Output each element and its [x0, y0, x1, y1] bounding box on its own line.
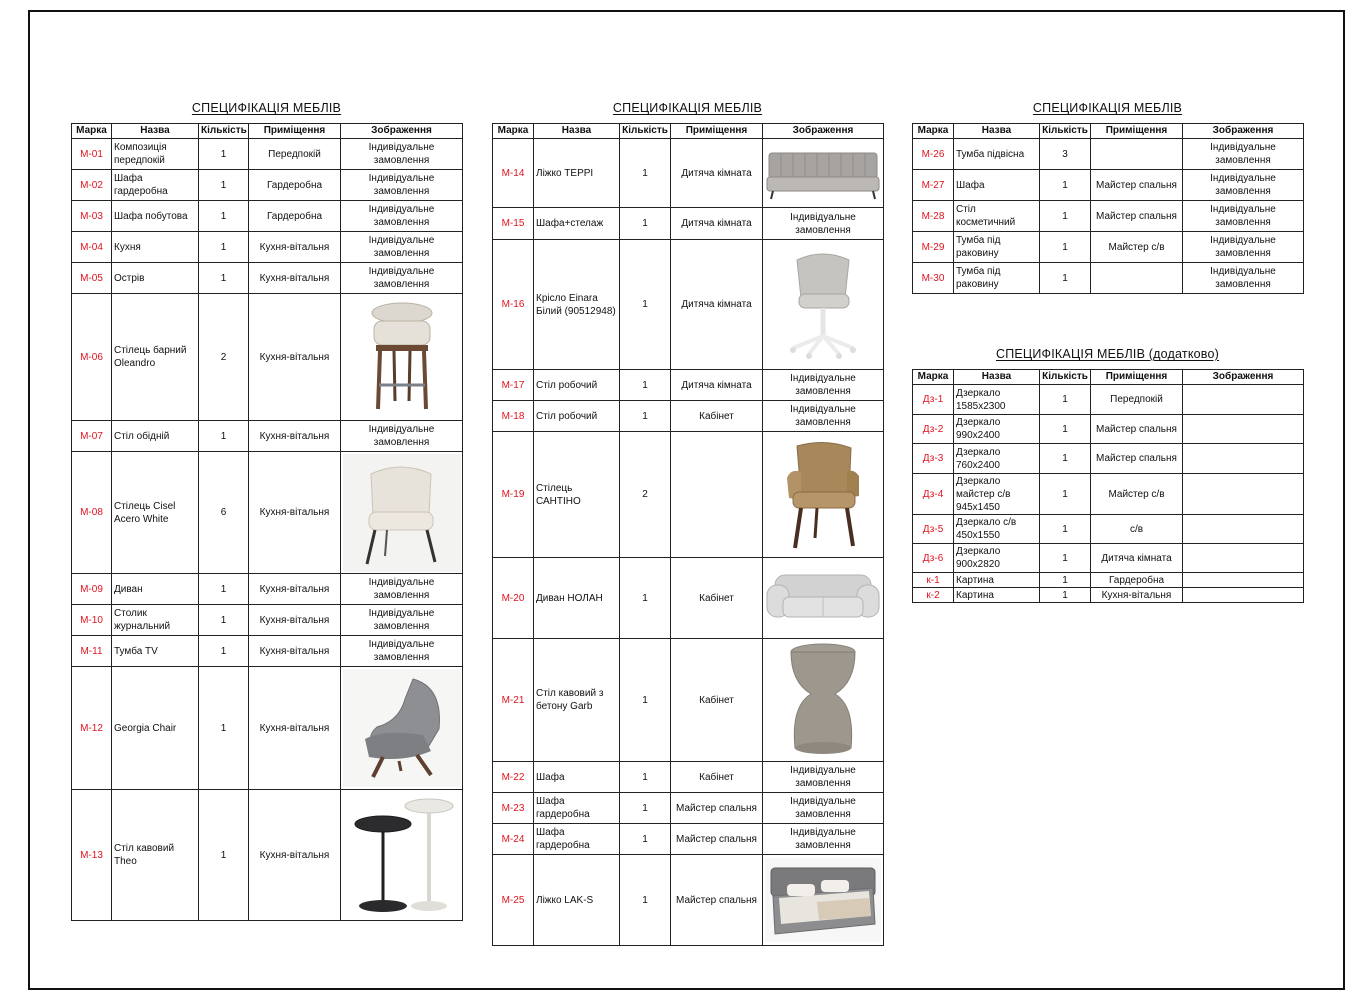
row-name: Шафа — [534, 762, 620, 793]
row-quantity: 1 — [199, 636, 249, 667]
row-name: Дзеркало с/в 450х1550 — [954, 515, 1040, 544]
header-quantity: Кількість — [199, 124, 249, 139]
row-mark: М-13 — [72, 790, 112, 921]
row-quantity: 1 — [199, 232, 249, 263]
row-quantity: 1 — [199, 170, 249, 201]
row-mark: Дз-3 — [913, 444, 954, 474]
table-row — [72, 139, 463, 170]
table-row — [493, 762, 884, 793]
table-row — [913, 385, 1304, 415]
row-quantity: 1 — [620, 139, 671, 208]
row-mark: М-07 — [72, 421, 112, 452]
row-mark: М-11 — [72, 636, 112, 667]
table-row — [493, 558, 884, 639]
row-quantity: 1 — [199, 667, 249, 790]
table-row — [913, 444, 1304, 474]
row-room: Дитяча кімната — [671, 370, 763, 401]
row-mark: Дз-5 — [913, 515, 954, 544]
row-room: Кухня-вітальня — [249, 294, 341, 421]
row-room: Майстер с/в — [1091, 474, 1183, 515]
table-row — [72, 605, 463, 636]
row-name: Шафа побутова — [112, 201, 199, 232]
concrete-table-icon — [763, 639, 884, 762]
table-row — [493, 240, 884, 370]
row-mark: М-17 — [493, 370, 534, 401]
armchair-icon — [763, 432, 884, 558]
row-name: Тумба TV — [112, 636, 199, 667]
row-mark: М-10 — [72, 605, 112, 636]
row-image-note: Індивідуальне замовлення — [341, 170, 463, 201]
row-mark: М-14 — [493, 139, 534, 208]
row-image-note: Індивідуальне замовлення — [763, 793, 884, 824]
row-room: Кухня-вітальня — [249, 574, 341, 605]
header-quantity: Кількість — [620, 124, 671, 139]
table-row — [493, 855, 884, 946]
row-mark: М-15 — [493, 208, 534, 240]
row-quantity: 2 — [199, 294, 249, 421]
row-room: Дитяча кімната — [671, 240, 763, 370]
row-image-note: Індивідуальне замовлення — [341, 421, 463, 452]
spec-title: СПЕЦИФІКАЦІЯ МЕБЛІВ — [1032, 101, 1183, 115]
row-mark: М-21 — [493, 639, 534, 762]
row-quantity: 1 — [620, 855, 671, 946]
spec-block-additional — [912, 347, 1303, 603]
row-name: Стілець САНТІНО — [534, 432, 620, 558]
row-name: Georgia Chair — [112, 667, 199, 790]
row-name: Стілець Cisel Acero White — [112, 452, 199, 574]
header-quantity: Кількість — [1040, 124, 1091, 139]
row-mark: М-22 — [493, 762, 534, 793]
row-room: Кухня-вітальня — [249, 636, 341, 667]
row-image-note: Індивідуальне замовлення — [341, 636, 463, 667]
row-quantity: 1 — [199, 605, 249, 636]
row-room: Майстер спальня — [671, 824, 763, 855]
row-name: Крісло Einara Білий (90512948) — [534, 240, 620, 370]
row-quantity: 1 — [620, 762, 671, 793]
row-name: Острів — [112, 263, 199, 294]
row-quantity: 1 — [1040, 515, 1091, 544]
row-room: Майстер спальня — [1091, 170, 1183, 201]
row-name: Шафа+стелаж — [534, 208, 620, 240]
row-image-note: Індивідуальне замовлення — [763, 208, 884, 240]
row-image-note — [1183, 544, 1304, 573]
table-row — [72, 201, 463, 232]
table-row — [72, 232, 463, 263]
table-row — [913, 544, 1304, 573]
row-name: Ліжко LAK-S — [534, 855, 620, 946]
table-row — [72, 574, 463, 605]
table-row — [493, 432, 884, 558]
table-row — [913, 263, 1304, 294]
row-image-note — [1183, 415, 1304, 444]
row-image-note: Індивідуальне замовлення — [341, 263, 463, 294]
row-room: Кухня-вітальня — [249, 605, 341, 636]
row-quantity: 1 — [1040, 444, 1091, 474]
lounge-chair-icon — [341, 667, 463, 790]
row-quantity: 6 — [199, 452, 249, 574]
row-image-note: Індивідуальне замовлення — [1183, 201, 1304, 232]
row-name: Картина — [954, 573, 1040, 588]
table-row — [913, 515, 1304, 544]
row-name: Ліжко ТЕРРІ — [534, 139, 620, 208]
row-room: с/в — [1091, 515, 1183, 544]
row-quantity: 3 — [1040, 139, 1091, 170]
row-name: Стіл косметичний — [954, 201, 1040, 232]
row-mark: М-25 — [493, 855, 534, 946]
row-image-note — [1183, 573, 1304, 588]
row-quantity: 1 — [199, 421, 249, 452]
table-row — [493, 208, 884, 240]
row-image-note — [1183, 588, 1304, 603]
row-room: Кухня-вітальня — [249, 421, 341, 452]
spec-block-3 — [912, 101, 1303, 294]
bed-icon — [763, 855, 884, 946]
row-name: Стіл кавовий з бетону Garb — [534, 639, 620, 762]
row-image-note: Індивідуальне замовлення — [341, 232, 463, 263]
row-mark: к-1 — [913, 573, 954, 588]
spec-table — [71, 123, 463, 921]
spec-table — [912, 369, 1304, 603]
row-mark: М-27 — [913, 170, 954, 201]
header-quantity: Кількість — [1040, 370, 1091, 385]
row-name: Композиція передпокій — [112, 139, 199, 170]
row-name: Тумба під раковину — [954, 263, 1040, 294]
table-row — [72, 636, 463, 667]
table-row — [913, 232, 1304, 263]
row-name: Стіл робочий — [534, 370, 620, 401]
row-name: Шафа гардеробна — [534, 793, 620, 824]
row-name: Шафа гардеробна — [534, 824, 620, 855]
row-room: Дитяча кімната — [1091, 544, 1183, 573]
row-mark: М-02 — [72, 170, 112, 201]
header-image: Зображення — [1183, 124, 1304, 139]
table-row — [72, 790, 463, 921]
row-name: Диван НОЛАН — [534, 558, 620, 639]
row-mark: М-05 — [72, 263, 112, 294]
row-name: Стіл обідній — [112, 421, 199, 452]
row-mark: М-30 — [913, 263, 954, 294]
sofa-icon — [763, 558, 884, 639]
table-row — [72, 667, 463, 790]
row-name: Стіл кавовий Theo — [112, 790, 199, 921]
table-row — [493, 401, 884, 432]
row-image-note — [1183, 515, 1304, 544]
header-room: Приміщення — [1091, 124, 1183, 139]
row-quantity: 1 — [1040, 474, 1091, 515]
row-room: Майстер спальня — [1091, 201, 1183, 232]
spec-table — [492, 123, 884, 946]
row-mark: М-09 — [72, 574, 112, 605]
row-mark: М-29 — [913, 232, 954, 263]
row-room: Дитяча кімната — [671, 208, 763, 240]
row-quantity: 1 — [620, 558, 671, 639]
row-image-note: Індивідуальне замовлення — [763, 370, 884, 401]
header-name: Назва — [112, 124, 199, 139]
row-mark: М-23 — [493, 793, 534, 824]
table-row — [913, 139, 1304, 170]
row-quantity: 1 — [199, 790, 249, 921]
row-room: Майстер с/в — [1091, 232, 1183, 263]
office-chair-icon — [763, 240, 884, 370]
row-name: Дзеркало майстер с/в 945х1450 — [954, 474, 1040, 515]
row-quantity: 1 — [199, 263, 249, 294]
row-room: Гардеробна — [1091, 573, 1183, 588]
row-room: Гардеробна — [249, 201, 341, 232]
row-room: Кухня-вітальня — [249, 452, 341, 574]
row-mark: Дз-6 — [913, 544, 954, 573]
row-name: Столик журнальний — [112, 605, 199, 636]
row-name: Шафа гардеробна — [112, 170, 199, 201]
row-mark: М-26 — [913, 139, 954, 170]
spec-table — [912, 123, 1304, 294]
row-quantity: 1 — [199, 574, 249, 605]
row-room: Майстер спальня — [671, 793, 763, 824]
header-mark: Марка — [913, 124, 954, 139]
row-room: Кухня-вітальня — [249, 263, 341, 294]
row-quantity: 1 — [620, 401, 671, 432]
table-row — [493, 824, 884, 855]
row-room: Передпокій — [249, 139, 341, 170]
row-quantity: 1 — [620, 824, 671, 855]
row-room: Кухня-вітальня — [249, 790, 341, 921]
row-quantity: 1 — [1040, 588, 1091, 603]
row-mark: М-01 — [72, 139, 112, 170]
table-row — [913, 201, 1304, 232]
row-mark: М-28 — [913, 201, 954, 232]
spec-block-1 — [71, 101, 462, 921]
row-image-note: Індивідуальне замовлення — [1183, 170, 1304, 201]
table-row — [493, 793, 884, 824]
row-mark: М-20 — [493, 558, 534, 639]
row-name: Дзеркало 990х2400 — [954, 415, 1040, 444]
header-name: Назва — [534, 124, 620, 139]
row-mark: М-19 — [493, 432, 534, 558]
table-row — [913, 474, 1304, 515]
row-name: Стілець барний Oleandro — [112, 294, 199, 421]
bar-stool-icon — [341, 294, 463, 421]
row-name: Картина — [954, 588, 1040, 603]
table-row — [72, 452, 463, 574]
table-row — [72, 263, 463, 294]
row-quantity: 2 — [620, 432, 671, 558]
row-mark: М-24 — [493, 824, 534, 855]
row-room: Дитяча кімната — [671, 139, 763, 208]
table-row — [72, 421, 463, 452]
row-room: Кабінет — [671, 639, 763, 762]
row-room: Майстер спальня — [1091, 415, 1183, 444]
header-name: Назва — [954, 124, 1040, 139]
spec-block-2 — [492, 101, 883, 946]
row-name: Дзеркало 900х2820 — [954, 544, 1040, 573]
row-room — [1091, 139, 1183, 170]
row-image-note: Індивідуальне замовлення — [763, 824, 884, 855]
row-room: Передпокій — [1091, 385, 1183, 415]
row-image-note: Індивідуальне замовлення — [1183, 139, 1304, 170]
row-room: Кабінет — [671, 401, 763, 432]
row-room — [1091, 263, 1183, 294]
row-name: Диван — [112, 574, 199, 605]
row-image-note: Індивідуальне замовлення — [1183, 232, 1304, 263]
row-image-note: Індивідуальне замовлення — [341, 574, 463, 605]
row-room: Кухня-вітальня — [249, 232, 341, 263]
row-name: Дзеркало 760х2400 — [954, 444, 1040, 474]
row-mark: М-18 — [493, 401, 534, 432]
row-mark: М-12 — [72, 667, 112, 790]
row-mark: к-2 — [913, 588, 954, 603]
row-quantity: 1 — [199, 139, 249, 170]
spec-title: СПЕЦИФІКАЦІЯ МЕБЛІВ — [612, 101, 763, 115]
row-mark: М-06 — [72, 294, 112, 421]
row-mark: М-16 — [493, 240, 534, 370]
table-row — [913, 573, 1304, 588]
table-row — [913, 415, 1304, 444]
row-image-note — [1183, 444, 1304, 474]
header-image: Зображення — [341, 124, 463, 139]
header-room: Приміщення — [1091, 370, 1183, 385]
row-quantity: 1 — [1040, 385, 1091, 415]
header-mark: Марка — [493, 124, 534, 139]
row-quantity: 1 — [620, 370, 671, 401]
row-name: Дзеркало 1585х2300 — [954, 385, 1040, 415]
row-image-note — [1183, 385, 1304, 415]
spec-title: СПЕЦИФІКАЦІЯ МЕБЛІВ (додатково) — [995, 347, 1220, 361]
row-quantity: 1 — [620, 793, 671, 824]
row-quantity: 1 — [1040, 415, 1091, 444]
row-image-note: Індивідуальне замовлення — [341, 201, 463, 232]
row-name: Шафа — [954, 170, 1040, 201]
row-mark: М-08 — [72, 452, 112, 574]
row-quantity: 1 — [620, 639, 671, 762]
row-quantity: 1 — [620, 240, 671, 370]
header-name: Назва — [954, 370, 1040, 385]
row-room: Гардеробна — [249, 170, 341, 201]
table-row — [72, 294, 463, 421]
row-room: Майстер спальня — [1091, 444, 1183, 474]
row-mark: Дз-4 — [913, 474, 954, 515]
row-image-note: Індивідуальне замовлення — [763, 401, 884, 432]
header-room: Приміщення — [671, 124, 763, 139]
dining-chair-icon — [341, 452, 463, 574]
row-image-note — [1183, 474, 1304, 515]
table-row — [913, 170, 1304, 201]
row-quantity: 1 — [1040, 544, 1091, 573]
row-room: Кухня-вітальня — [1091, 588, 1183, 603]
row-mark: Дз-1 — [913, 385, 954, 415]
header-room: Приміщення — [249, 124, 341, 139]
row-room: Кухня-вітальня — [249, 667, 341, 790]
row-room — [671, 432, 763, 558]
row-room: Майстер спальня — [671, 855, 763, 946]
row-quantity: 1 — [199, 201, 249, 232]
row-quantity: 1 — [1040, 573, 1091, 588]
row-image-note: Індивідуальне замовлення — [341, 605, 463, 636]
row-quantity: 1 — [1040, 201, 1091, 232]
table-row — [493, 139, 884, 208]
header-mark: Марка — [913, 370, 954, 385]
header-image: Зображення — [1183, 370, 1304, 385]
row-room: Кабінет — [671, 558, 763, 639]
daybed-icon — [763, 139, 884, 208]
header-image: Зображення — [763, 124, 884, 139]
row-name: Тумба під раковину — [954, 232, 1040, 263]
table-row — [493, 370, 884, 401]
row-name: Тумба підвісна — [954, 139, 1040, 170]
row-name: Кухня — [112, 232, 199, 263]
row-quantity: 1 — [620, 208, 671, 240]
row-quantity: 1 — [1040, 170, 1091, 201]
header-mark: Марка — [72, 124, 112, 139]
row-image-note: Індивідуальне замовлення — [341, 139, 463, 170]
spec-title: СПЕЦИФІКАЦІЯ МЕБЛІВ — [191, 101, 342, 115]
side-tables-icon — [341, 790, 463, 921]
row-mark: Дз-2 — [913, 415, 954, 444]
table-row — [913, 588, 1304, 603]
table-row — [72, 170, 463, 201]
row-room: Кабінет — [671, 762, 763, 793]
row-image-note: Індивідуальне замовлення — [763, 762, 884, 793]
table-row — [493, 639, 884, 762]
row-quantity: 1 — [1040, 232, 1091, 263]
row-quantity: 1 — [1040, 263, 1091, 294]
row-mark: М-04 — [72, 232, 112, 263]
row-image-note: Індивідуальне замовлення — [1183, 263, 1304, 294]
row-name: Стіл робочий — [534, 401, 620, 432]
row-mark: М-03 — [72, 201, 112, 232]
